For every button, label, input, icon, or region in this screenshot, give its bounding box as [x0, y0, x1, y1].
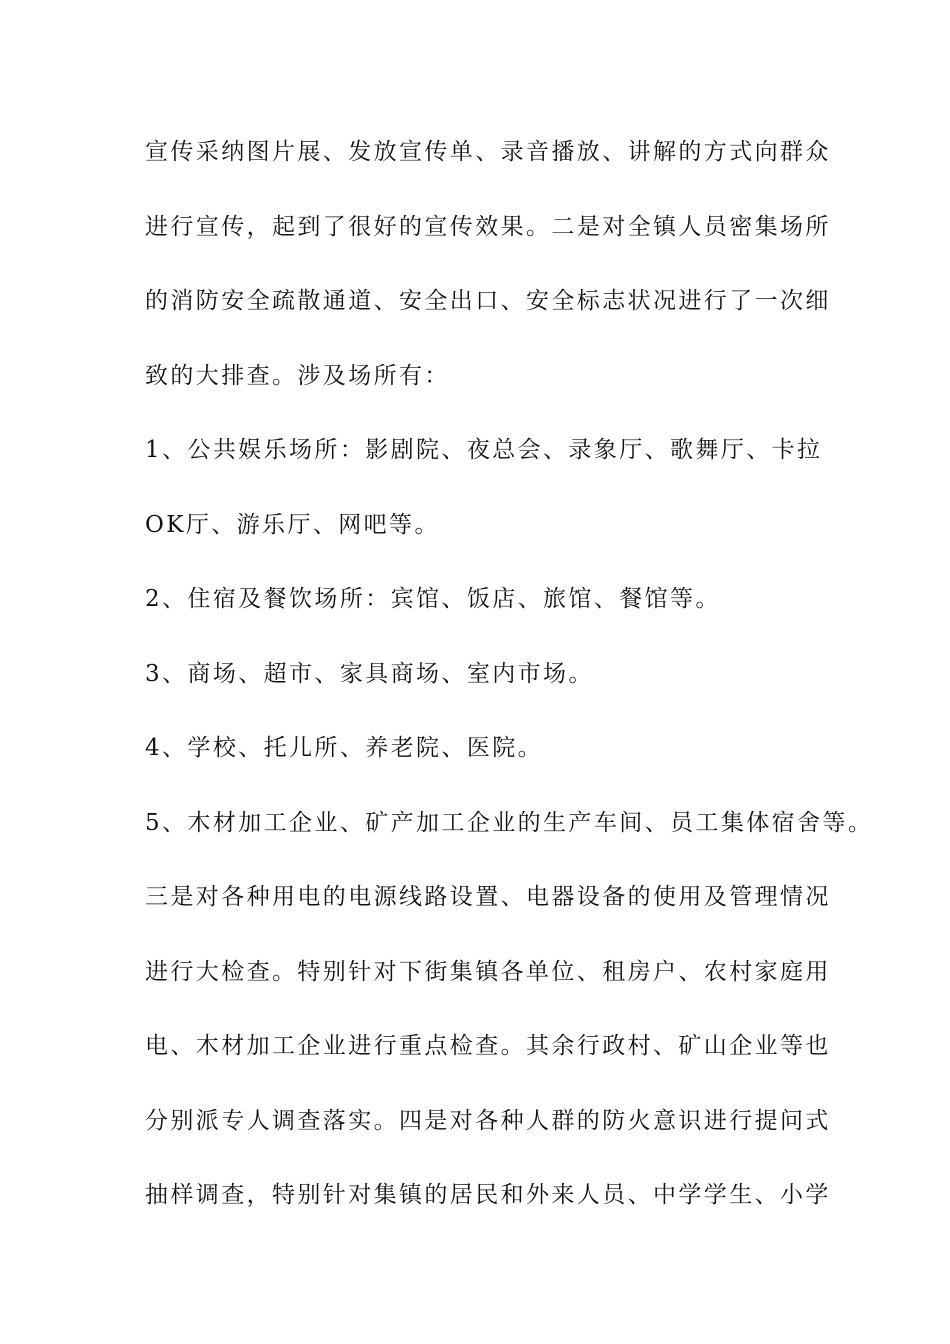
list-item-2: 2、住宿及餐饮场所：宾馆、饭店、旅馆、餐馆等。 — [145, 586, 721, 612]
text-line: 进行宣传，起到了很好的宣传效果。二是对全镇人员密集场所 — [145, 213, 831, 240]
text-line: 的消防安全疏散通道、安全出口、安全标志状况进行了一次细 — [145, 288, 831, 314]
list-item-3: 3、商场、超市、家具商场、室内市场。 — [145, 660, 594, 687]
text-line: 分别派专人调查落实。四是对各种人群的防火意识进行提问式 — [145, 1107, 831, 1134]
text-line: 进行大检查。特别针对下街集镇各单位、租房户、农村家庭用 — [145, 958, 831, 985]
list-item-4: 4、学校、托儿所、养老院、医院。 — [145, 735, 544, 761]
list-item-1: 1、公共娱乐场所：影剧院、夜总会、录象厅、歌舞厅、卡拉 — [145, 437, 823, 463]
text-line: 致的大排查。涉及场所有： — [145, 362, 450, 389]
text-line: 三是对各种用电的电源线路设置、电器设备的使用及管理情况 — [145, 884, 831, 910]
list-item-5: 5、木材加工企业、矿产加工企业的生产车间、员工集体宿舍等。 — [145, 809, 874, 836]
text-line: 电、木材加工企业进行重点检查。其余行政村、矿山企业等也 — [145, 1033, 831, 1059]
body-text — [145, 128, 874, 1246]
list-item-1-continued: OK厅、游乐厅、网吧等。 — [145, 511, 440, 538]
text-line: 抽样调查，特别针对集镇的居民和外来人员、中学学生、小学 — [145, 1182, 831, 1208]
text-line: 宣传采纳图片展、发放宣传单、录音播放、讲解的方式向群众 — [145, 139, 831, 165]
